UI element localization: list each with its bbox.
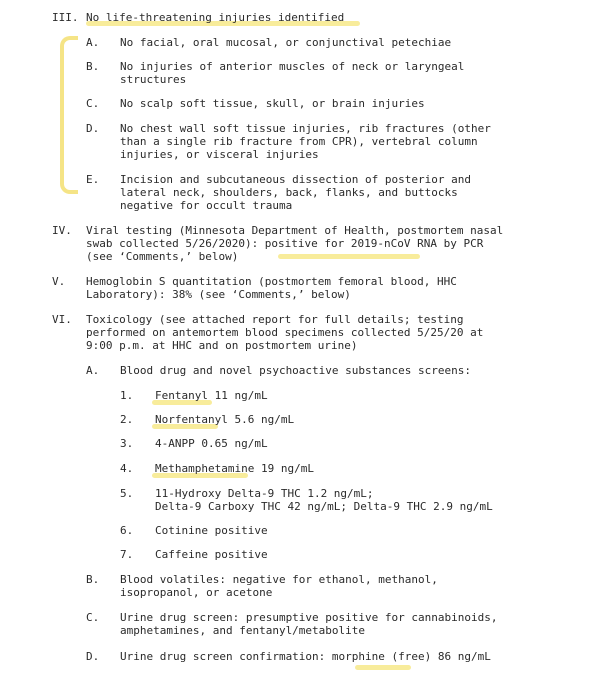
tox-item-4-text: Methamphetamine 19 ng/mL [155, 462, 314, 475]
tox-item-3-text: 4-ANPP 0.65 ng/mL [155, 437, 268, 450]
item-vi-c-line-2: amphetamines, and fentanyl/metabolite [120, 624, 366, 637]
section-v-number: V. [52, 275, 66, 288]
item-iii-a-line-1: No facial, oral mucosal, or conjunctival petechiae [120, 36, 452, 49]
section-iv-line-2: swab collected 5/26/2020): positive for 2019-nCoV RNA by PCR [86, 237, 484, 250]
item-iii-d-label: D. [86, 122, 100, 135]
item-vi-a-label: A. [86, 364, 100, 377]
item-iii-b-line-1: No injuries of anterior muscles of neck or laryngeal [120, 60, 465, 73]
section-v-line-2: Laboratory): 38% (see ‘Comments,’ below) [86, 288, 351, 301]
tox-item-5-line-2: Delta-9 Carboxy THC 42 ng/mL; Delta-9 THC 2.9 ng/mL [155, 500, 493, 513]
item-iii-b-label: B. [86, 60, 100, 73]
section-iii-title: No life-threatening injuries identified [86, 11, 345, 24]
item-vi-d-line-1: Urine drug screen confirmation: morphine (free) 86 ng/mL [120, 650, 491, 663]
item-iii-d-line-3: injuries, or visceral injuries [120, 148, 319, 161]
tox-item-2-number: 2. [120, 413, 134, 426]
highlight-viral-result [278, 254, 420, 259]
section-iv-number: IV. [52, 224, 72, 237]
tox-item-5-line-1: 11-Hydroxy Delta-9 THC 1.2 ng/mL; [155, 487, 374, 500]
section-vi-line-3: 9:00 p.m. at HHC and on postmortem urine) [86, 339, 358, 352]
tox-item-5-number: 5. [120, 487, 134, 500]
tox-item-4-number: 4. [120, 462, 134, 475]
item-iii-d-line-1: No chest wall soft tissue injuries, rib fractures (other [120, 122, 491, 135]
section-vi-number: VI. [52, 313, 72, 326]
tox-item-6-text: Cotinine positive [155, 524, 268, 537]
section-iv-line-3: (see ‘Comments,’ below) [86, 250, 239, 263]
tox-item-3-number: 3. [120, 437, 134, 450]
highlight-bracket [60, 36, 78, 194]
item-vi-c-label: C. [86, 611, 100, 624]
item-iii-d-line-2: than a single rib fracture from CPR), vertebral column [120, 135, 478, 148]
tox-item-1-number: 1. [120, 389, 134, 402]
section-vi-line-1: Toxicology (see attached report for full details; testing [86, 313, 464, 326]
item-iii-e-label: E. [86, 173, 100, 186]
item-vi-b-line-1: Blood volatiles: negative for ethanol, methanol, [120, 573, 438, 586]
tox-item-7-number: 7. [120, 548, 134, 561]
item-iii-c-label: C. [86, 97, 100, 110]
tox-item-2-text: Norfentanyl 5.6 ng/mL [155, 413, 295, 426]
item-vi-b-line-2: isopropanol, or acetone [120, 586, 273, 599]
section-v-line-1: Hemoglobin S quantitation (postmortem femoral blood, HHC [86, 275, 457, 288]
item-iii-c-line-1: No scalp soft tissue, skull, or brain injuries [120, 97, 425, 110]
section-iii-number: III. [52, 11, 79, 24]
item-vi-b-label: B. [86, 573, 100, 586]
item-vi-a-line-1: Blood drug and novel psychoactive substances screens: [120, 364, 471, 377]
item-iii-e-line-3: negative for occult trauma [120, 199, 293, 212]
tox-item-7-text: Caffeine positive [155, 548, 268, 561]
section-iv-line-1: Viral testing (Minnesota Department of Health, postmortem nasal [86, 224, 504, 237]
tox-item-1-text: Fentanyl 11 ng/mL [155, 389, 268, 402]
item-iii-a-label: A. [86, 36, 100, 49]
item-iii-b-line-2: structures [120, 73, 187, 86]
highlight-morphine [355, 665, 411, 670]
item-vi-d-label: D. [86, 650, 100, 663]
item-iii-e-line-2: lateral neck, shoulders, back, flanks, and buttocks [120, 186, 458, 199]
tox-item-6-number: 6. [120, 524, 134, 537]
section-vi-line-2: performed on antemortem blood specimens collected 5/25/20 at [86, 326, 484, 339]
item-vi-c-line-1: Urine drug screen: presumptive positive for cannabinoids, [120, 611, 498, 624]
item-iii-e-line-1: Incision and subcutaneous dissection of posterior and [120, 173, 471, 186]
